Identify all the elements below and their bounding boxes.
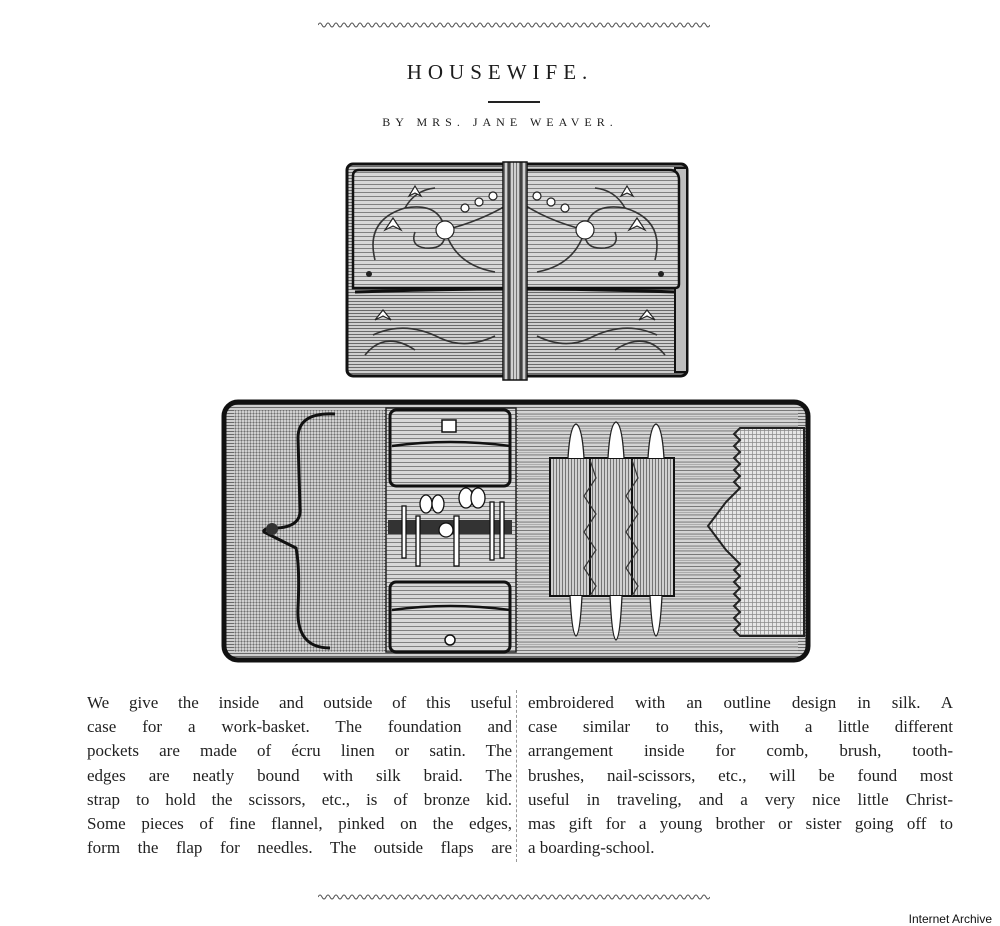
text-line: brushes, nail-scissors, etc., will be found most [528,765,953,785]
text-line: case similar to this, with a little different [528,717,953,737]
text-line: useful in traveling, and a very nice little Christ- [528,789,953,809]
article-title: HOUSEWIFE. [406,60,594,84]
top-ornament-rule [318,20,710,30]
source-credit: Internet Archive [908,912,992,926]
text-line: We give the inside and outside of this useful [87,693,512,712]
text-line: pockets are made of écru linen or satin. The [87,741,512,761]
text-line: edges are neatly bound with silk braid. The [87,765,512,785]
title-divider [488,101,540,103]
text-line: case for a work-basket. The foundation and [87,717,512,737]
column-divider [516,690,517,862]
open-housewife-illustration [220,398,812,664]
text-line: embroidered with an outline design in silk. A [528,693,953,712]
body-text-left-column [87,691,512,860]
text-line: mas gift for a young brother or sister going off to [528,814,953,834]
text-line: strap to hold the scissors, etc., is of bronze kid. [87,789,512,809]
body-text-right-column [528,691,953,860]
text-line: form the flap for needles. The outside flaps are [87,838,512,858]
bottom-ornament-rule [318,892,710,902]
text-line: arrangement inside for comb, brush, tooth- [528,741,953,761]
article-byline: BY MRS. JANE WEAVER. [382,115,618,129]
text-line: Some pieces of fine flannel, pinked on the edges, [87,814,512,834]
text-line: a boarding-school. [528,838,655,858]
closed-housewife-illustration [345,160,691,382]
